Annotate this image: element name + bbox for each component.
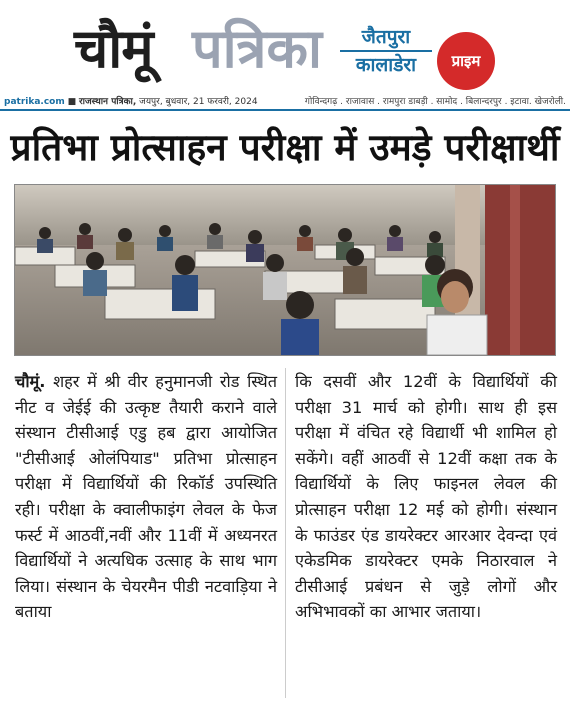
paper-separator: ■	[67, 97, 79, 107]
article-column-1	[15, 369, 277, 625]
header-rule	[0, 109, 570, 111]
paper-name: राजस्थान पत्रिका,	[78, 97, 137, 107]
masthead-city-title: चौमूं	[74, 17, 153, 80]
edition-line-2: कालाडेरा	[340, 50, 432, 78]
prime-badge: प्राइम	[437, 32, 495, 90]
headline: प्रतिभा प्रोत्साहन परीक्षा में उमड़े परीक्षार्थी	[10, 126, 560, 169]
dateline-group	[4, 94, 258, 107]
dateline: जयपुर, बुधवार, 21 फरवरी, 2024	[139, 97, 258, 107]
site-url: patrika.com	[4, 97, 65, 107]
column-divider	[285, 368, 286, 698]
article-text-1: शहर में श्री वीर हनुमानजी रोड स्थित नीट व जेईई की उत्कृष्ट तैयारी कराने वाले संस्थान टीसीआई एडु हब द्वारा आयोजित "टीसीआई ओलंपियाड" प्रतिभा प्रोत्साहन परीक्षा में विद्यार्थियों की रिकॉर्ड उपस्थिति रही। परीक्षा के क्वालीफाइंग लेवल के फेज फर्स्ट में आठवीं,नवीं और 11वीं में अध्यनरत विद्यार्थियों ने अत्यधिक उत्साह के साथ भाग लिया। संस्थान के चेयरमैन पीडी नटवाड़िया ने बताया	[15, 372, 277, 622]
article-dateline: चौमूं.	[15, 372, 46, 391]
exam-hall-photo	[14, 184, 556, 356]
masthead-patrika-title: पत्रिका	[192, 17, 322, 80]
masthead	[0, 0, 570, 92]
exam-hall-illustration	[15, 185, 555, 355]
areas-list: गोविन्दगढ़ . राजावास . रामपुरा डाबड़ी . सामोद . बिलान्दरपुर . इटावा. खेजरोली.	[304, 97, 566, 107]
edition-label	[340, 24, 432, 78]
edition-line-1: जैतपुरा	[361, 26, 411, 48]
meta-bar	[0, 92, 570, 108]
article-column-2: कि दसवीं और 12वीं के विद्यार्थियों की परीक्षा 31 मार्च को होगी। साथ ही इस परीक्षा में वंचित रहे विद्यार्थी भी शामिल हो सकेंगे। वहीं आठवीं से 12वीं कक्षा तक के विद्यार्थियों के लिए फाइनल लेवल की प्रोत्साहन परीक्षा 12 मई को होगी। संस्थान के फाउंडर एंड डायरेक्टर आरआर देवन्दा एवं एकेडमिक डायरेक्टर एमके निठारवाल ने टीसीआई प्रबंधन से जुड़े लोगों और अभिभावकों का आभार जताया।	[295, 372, 557, 622]
